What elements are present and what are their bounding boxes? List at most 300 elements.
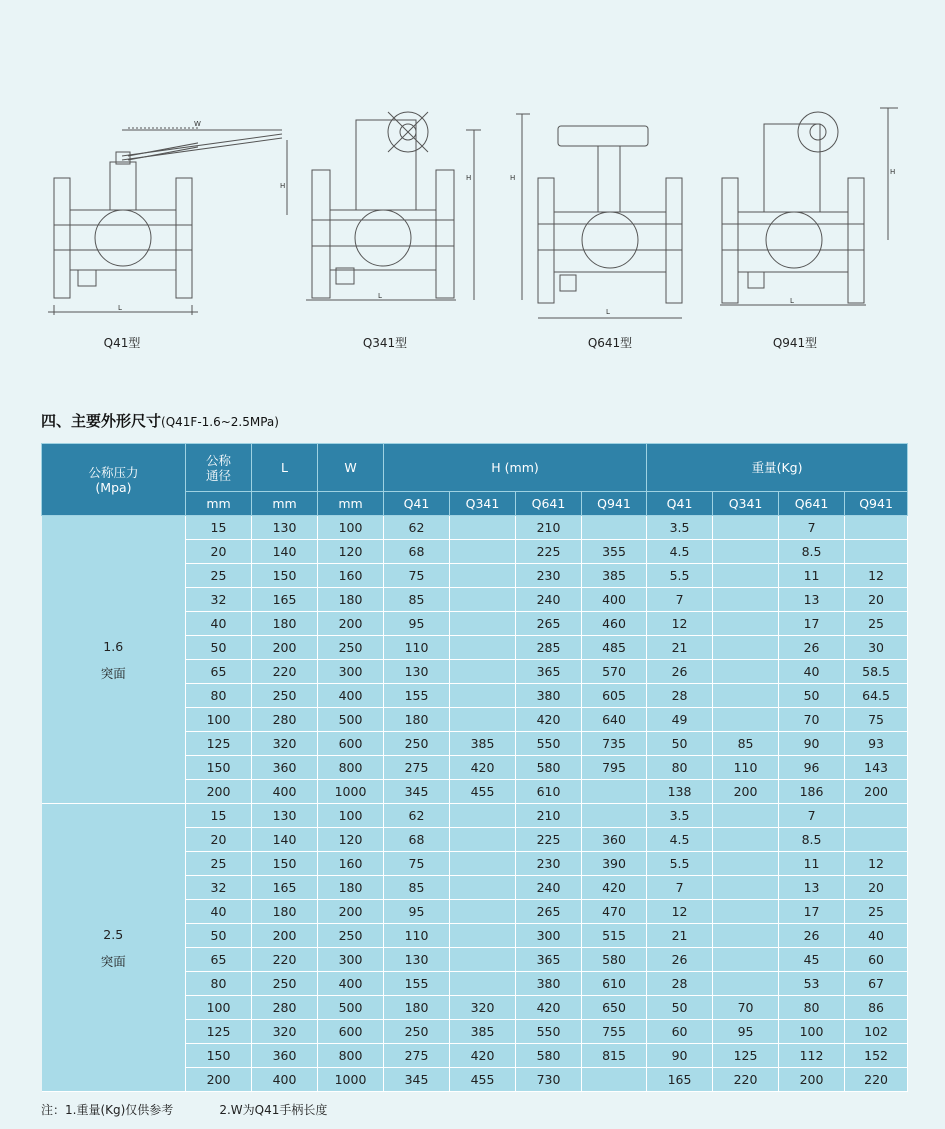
dim-W-label: W	[194, 120, 201, 128]
table-cell: 40	[186, 612, 252, 636]
table-cell: 250	[384, 732, 450, 756]
table-cell: 7	[779, 516, 845, 540]
table-cell: 250	[252, 972, 318, 996]
header-H: H (mm)	[384, 444, 647, 492]
table-cell: 64.5	[845, 684, 908, 708]
table-cell: 130	[384, 660, 450, 684]
table-cell: 795	[582, 756, 647, 780]
table-cell: 21	[647, 636, 713, 660]
table-cell: 30	[845, 636, 908, 660]
table-cell: 110	[384, 924, 450, 948]
table-cell: 62	[384, 516, 450, 540]
table-cell: 200	[186, 1068, 252, 1092]
table-cell: 1000	[318, 1068, 384, 1092]
table-cell: 3.5	[647, 516, 713, 540]
table-cell: 1000	[318, 780, 384, 804]
table-cell: 400	[252, 780, 318, 804]
table-cell: 320	[450, 996, 516, 1020]
unit-header: mm	[252, 492, 318, 516]
table-cell: 95	[384, 900, 450, 924]
unit-header: Q641	[779, 492, 845, 516]
table-cell: 50	[186, 636, 252, 660]
table-cell: 110	[713, 756, 779, 780]
note-1: 注：1.重量(Kg)仅供参考	[41, 1103, 174, 1117]
table-cell: 25	[186, 852, 252, 876]
table-cell: 28	[647, 684, 713, 708]
table-cell: 300	[318, 948, 384, 972]
table-cell: 640	[582, 708, 647, 732]
table-cell: 100	[779, 1020, 845, 1044]
table-cell	[450, 804, 516, 828]
table-cell	[450, 540, 516, 564]
table-cell: 150	[252, 852, 318, 876]
unit-header: mm	[186, 492, 252, 516]
table-cell: 20	[186, 828, 252, 852]
table-cell	[450, 876, 516, 900]
table-cell: 730	[516, 1068, 582, 1092]
table-cell: 365	[516, 948, 582, 972]
dim-H: H	[466, 174, 472, 182]
table-cell: 49	[647, 708, 713, 732]
table-cell	[713, 708, 779, 732]
dim-L: L	[118, 304, 122, 312]
table-cell: 20	[186, 540, 252, 564]
unit-header: Q641	[516, 492, 582, 516]
table-cell: 420	[582, 876, 647, 900]
q41-handle-extension	[122, 110, 302, 220]
table-cell: 200	[779, 1068, 845, 1092]
table-cell: 360	[252, 1044, 318, 1068]
table-cell: 140	[252, 828, 318, 852]
table-cell: 25	[845, 612, 908, 636]
table-cell	[713, 660, 779, 684]
table-cell	[845, 828, 908, 852]
table-cell	[713, 900, 779, 924]
table-cell: 7	[647, 876, 713, 900]
table-cell: 420	[450, 756, 516, 780]
table-cell: 200	[318, 612, 384, 636]
table-cell	[713, 540, 779, 564]
table-cell: 300	[318, 660, 384, 684]
table-cell: 12	[647, 612, 713, 636]
table-cell: 650	[582, 996, 647, 1020]
pressure-group-cell	[42, 516, 186, 804]
table-cell: 86	[845, 996, 908, 1020]
table-cell: 80	[186, 972, 252, 996]
header-W: W	[318, 444, 384, 492]
unit-header: Q941	[845, 492, 908, 516]
table-cell: 360	[582, 828, 647, 852]
section-title-text: 四、主要外形尺寸	[41, 412, 162, 430]
table-cell: 130	[384, 948, 450, 972]
table-cell: 13	[779, 876, 845, 900]
table-cell: 75	[384, 564, 450, 588]
table-cell: 180	[384, 708, 450, 732]
ball-valve-pneumatic-icon	[510, 100, 690, 325]
table-cell: 250	[318, 924, 384, 948]
dim-L: L	[378, 292, 382, 300]
pressure-value: 2.5	[103, 926, 124, 942]
table-cell	[450, 588, 516, 612]
table-cell	[713, 564, 779, 588]
table-cell: 95	[384, 612, 450, 636]
table-cell	[845, 540, 908, 564]
table-cell: 102	[845, 1020, 908, 1044]
table-cell: 755	[582, 1020, 647, 1044]
table-cell: 150	[252, 564, 318, 588]
table-cell	[450, 972, 516, 996]
figure-q941	[720, 100, 900, 320]
table-cell: 345	[384, 780, 450, 804]
table-cell: 15	[186, 804, 252, 828]
table-cell: 500	[318, 708, 384, 732]
table-cell: 150	[186, 756, 252, 780]
table-cell: 580	[516, 1044, 582, 1068]
table-cell: 420	[450, 1044, 516, 1068]
table-cell: 455	[450, 1068, 516, 1092]
table-cell: 200	[713, 780, 779, 804]
notes	[41, 1101, 373, 1118]
table-cell	[450, 684, 516, 708]
table-cell: 165	[252, 876, 318, 900]
table-cell	[713, 876, 779, 900]
table-cell: 130	[252, 516, 318, 540]
table-cell: 58.5	[845, 660, 908, 684]
table-cell: 143	[845, 756, 908, 780]
table-cell: 53	[779, 972, 845, 996]
table-cell: 210	[516, 516, 582, 540]
header-dn: 公称 通径	[186, 444, 252, 492]
table-cell	[450, 660, 516, 684]
figure-label-q341: Q341型	[362, 336, 408, 350]
table-cell	[450, 828, 516, 852]
ball-valve-electric-icon	[720, 100, 900, 320]
table-cell: 420	[516, 996, 582, 1020]
ball-valve-gear-icon	[306, 100, 481, 320]
table-cell: 155	[384, 684, 450, 708]
table-cell: 400	[252, 1068, 318, 1092]
table-cell: 25	[845, 900, 908, 924]
table-cell: 186	[779, 780, 845, 804]
table-cell: 580	[516, 756, 582, 780]
pressure-group-cell	[42, 804, 186, 1092]
figure-label-q41: Q41型	[103, 336, 141, 350]
figure-label-q941: Q941型	[772, 336, 818, 350]
table-cell: 220	[252, 948, 318, 972]
table-cell: 200	[186, 780, 252, 804]
table-cell: 140	[252, 540, 318, 564]
header-L: L	[252, 444, 318, 492]
figure-label-q641: Q641型	[587, 336, 633, 350]
unit-header: Q41	[647, 492, 713, 516]
table-cell	[582, 516, 647, 540]
table-cell: 165	[252, 588, 318, 612]
table-cell: 152	[845, 1044, 908, 1068]
table-cell: 15	[186, 516, 252, 540]
table-cell	[845, 804, 908, 828]
table-cell: 80	[186, 684, 252, 708]
table-cell	[582, 804, 647, 828]
table-cell: 200	[318, 900, 384, 924]
table-cell: 130	[252, 804, 318, 828]
table-cell: 40	[845, 924, 908, 948]
table-cell: 65	[186, 948, 252, 972]
table-cell: 112	[779, 1044, 845, 1068]
table-cell: 3.5	[647, 804, 713, 828]
table-cell	[713, 924, 779, 948]
table-cell	[450, 708, 516, 732]
table-cell: 11	[779, 564, 845, 588]
table-cell: 210	[516, 804, 582, 828]
table-cell: 150	[186, 1044, 252, 1068]
unit-header: Q341	[450, 492, 516, 516]
table-cell: 570	[582, 660, 647, 684]
table-cell: 67	[845, 972, 908, 996]
table-cell: 400	[318, 684, 384, 708]
table-cell: 12	[845, 852, 908, 876]
table-cell: 360	[252, 756, 318, 780]
table-cell: 280	[252, 708, 318, 732]
table-cell: 180	[318, 876, 384, 900]
table-body	[42, 516, 908, 1092]
table-cell: 735	[582, 732, 647, 756]
table-cell: 380	[516, 972, 582, 996]
table-cell: 470	[582, 900, 647, 924]
table-cell: 68	[384, 540, 450, 564]
face-type: 突面	[100, 953, 126, 969]
dim-H: H	[890, 168, 896, 176]
table-cell: 45	[779, 948, 845, 972]
table-cell: 385	[450, 732, 516, 756]
table-cell: 138	[647, 780, 713, 804]
section-subtitle: (Q41F-1.6~2.5MPa)	[161, 415, 279, 429]
table-cell: 40	[779, 660, 845, 684]
table-cell: 50	[647, 996, 713, 1020]
table-cell: 165	[647, 1068, 713, 1092]
table-cell: 96	[779, 756, 845, 780]
header-weight: 重量(Kg)	[647, 444, 908, 492]
table-cell: 100	[186, 996, 252, 1020]
table-cell: 455	[450, 780, 516, 804]
table-cell: 285	[516, 636, 582, 660]
table-row	[42, 516, 908, 540]
table-cell: 68	[384, 828, 450, 852]
table-cell: 610	[516, 780, 582, 804]
table-cell: 180	[252, 612, 318, 636]
table-cell	[582, 1068, 647, 1092]
table-cell: 17	[779, 612, 845, 636]
table-cell: 5.5	[647, 564, 713, 588]
table-cell: 605	[582, 684, 647, 708]
table-cell	[713, 684, 779, 708]
table-cell: 120	[318, 828, 384, 852]
table-cell: 12	[647, 900, 713, 924]
section-title	[41, 410, 279, 431]
table-cell	[450, 564, 516, 588]
table-cell: 21	[647, 924, 713, 948]
table-cell: 25	[186, 564, 252, 588]
table-cell: 70	[779, 708, 845, 732]
table-cell	[713, 588, 779, 612]
table-cell: 230	[516, 852, 582, 876]
table-cell: 125	[713, 1044, 779, 1068]
table-cell: 155	[384, 972, 450, 996]
table-cell: 32	[186, 588, 252, 612]
table-cell: 50	[647, 732, 713, 756]
dim-H: H	[510, 174, 516, 182]
table-cell: 400	[318, 972, 384, 996]
table-cell: 385	[450, 1020, 516, 1044]
table-cell: 275	[384, 756, 450, 780]
table-cell: 160	[318, 852, 384, 876]
table-cell: 60	[845, 948, 908, 972]
table-cell: 20	[845, 588, 908, 612]
table-cell: 50	[186, 924, 252, 948]
table-cell	[450, 900, 516, 924]
pressure-value: 1.6	[103, 638, 124, 654]
table-cell: 600	[318, 732, 384, 756]
table-cell: 8.5	[779, 540, 845, 564]
table-cell: 365	[516, 660, 582, 684]
table-cell	[450, 636, 516, 660]
dim-L: L	[790, 297, 794, 305]
table-cell: 220	[845, 1068, 908, 1092]
figure-q341	[306, 100, 481, 320]
table-cell: 4.5	[647, 540, 713, 564]
table-cell: 550	[516, 1020, 582, 1044]
table-cell	[713, 516, 779, 540]
table-cell: 265	[516, 612, 582, 636]
table-cell: 17	[779, 900, 845, 924]
table-cell: 110	[384, 636, 450, 660]
table-cell: 50	[779, 684, 845, 708]
table-cell	[713, 612, 779, 636]
table-cell: 345	[384, 1068, 450, 1092]
table-cell: 800	[318, 1044, 384, 1068]
table-cell: 70	[713, 996, 779, 1020]
table-cell: 7	[647, 588, 713, 612]
table-cell: 600	[318, 1020, 384, 1044]
table-cell: 120	[318, 540, 384, 564]
table-cell: 320	[252, 732, 318, 756]
table-cell: 80	[779, 996, 845, 1020]
table-cell: 60	[647, 1020, 713, 1044]
table-cell: 230	[516, 564, 582, 588]
table-cell: 160	[318, 564, 384, 588]
table-cell: 26	[779, 636, 845, 660]
table-cell: 240	[516, 588, 582, 612]
table-cell: 125	[186, 732, 252, 756]
table-cell	[450, 852, 516, 876]
table-cell: 250	[318, 636, 384, 660]
table-cell: 200	[252, 636, 318, 660]
table-cell	[450, 516, 516, 540]
table-cell: 225	[516, 540, 582, 564]
table-cell: 80	[647, 756, 713, 780]
table-cell: 100	[186, 708, 252, 732]
table-cell	[713, 636, 779, 660]
table-cell: 515	[582, 924, 647, 948]
table-cell: 180	[318, 588, 384, 612]
dimension-table	[41, 443, 908, 1092]
dim-L: L	[606, 308, 610, 316]
table-cell: 85	[384, 588, 450, 612]
table-cell: 20	[845, 876, 908, 900]
table-cell	[450, 612, 516, 636]
table-cell	[582, 780, 647, 804]
table-cell: 65	[186, 660, 252, 684]
table-cell: 180	[384, 996, 450, 1020]
table-cell: 26	[647, 660, 713, 684]
table-cell: 100	[318, 804, 384, 828]
table-cell: 460	[582, 612, 647, 636]
table-cell: 200	[845, 780, 908, 804]
header-pressure: 公称压力 (Mpa)	[42, 444, 186, 516]
table-cell: 12	[845, 564, 908, 588]
table-cell: 200	[252, 924, 318, 948]
unit-header: Q341	[713, 492, 779, 516]
table-cell: 75	[845, 708, 908, 732]
figure-q641	[510, 100, 690, 325]
table-cell: 26	[647, 948, 713, 972]
table-cell: 11	[779, 852, 845, 876]
dim-H-label: H	[280, 182, 286, 190]
face-type: 突面	[100, 665, 126, 681]
table-cell: 250	[252, 684, 318, 708]
table-cell	[713, 828, 779, 852]
table-cell: 90	[779, 732, 845, 756]
table-cell: 320	[252, 1020, 318, 1044]
table-cell: 7	[779, 804, 845, 828]
table-row	[42, 804, 908, 828]
table-cell: 280	[252, 996, 318, 1020]
table-cell: 220	[252, 660, 318, 684]
table-cell: 355	[582, 540, 647, 564]
table-cell	[713, 852, 779, 876]
valve-drawings	[0, 0, 945, 380]
table-cell: 500	[318, 996, 384, 1020]
table-cell: 800	[318, 756, 384, 780]
table-cell: 8.5	[779, 828, 845, 852]
note-2: 2.W为Q41手柄长度	[219, 1103, 328, 1117]
table-cell: 5.5	[647, 852, 713, 876]
table-cell: 550	[516, 732, 582, 756]
table-cell: 225	[516, 828, 582, 852]
table-cell: 390	[582, 852, 647, 876]
table-cell	[450, 924, 516, 948]
table-cell: 28	[647, 972, 713, 996]
table-cell: 40	[186, 900, 252, 924]
table-cell: 13	[779, 588, 845, 612]
table-cell: 610	[582, 972, 647, 996]
table-cell	[713, 972, 779, 996]
table-cell: 300	[516, 924, 582, 948]
table-cell: 265	[516, 900, 582, 924]
unit-header: Q941	[582, 492, 647, 516]
table-cell: 125	[186, 1020, 252, 1044]
table-cell: 400	[582, 588, 647, 612]
table-cell	[713, 804, 779, 828]
table-cell: 62	[384, 804, 450, 828]
table-cell: 26	[779, 924, 845, 948]
table-cell: 220	[713, 1068, 779, 1092]
table-cell: 90	[647, 1044, 713, 1068]
table-cell: 385	[582, 564, 647, 588]
table-cell: 4.5	[647, 828, 713, 852]
table-cell: 275	[384, 1044, 450, 1068]
table-cell: 180	[252, 900, 318, 924]
table-cell: 250	[384, 1020, 450, 1044]
